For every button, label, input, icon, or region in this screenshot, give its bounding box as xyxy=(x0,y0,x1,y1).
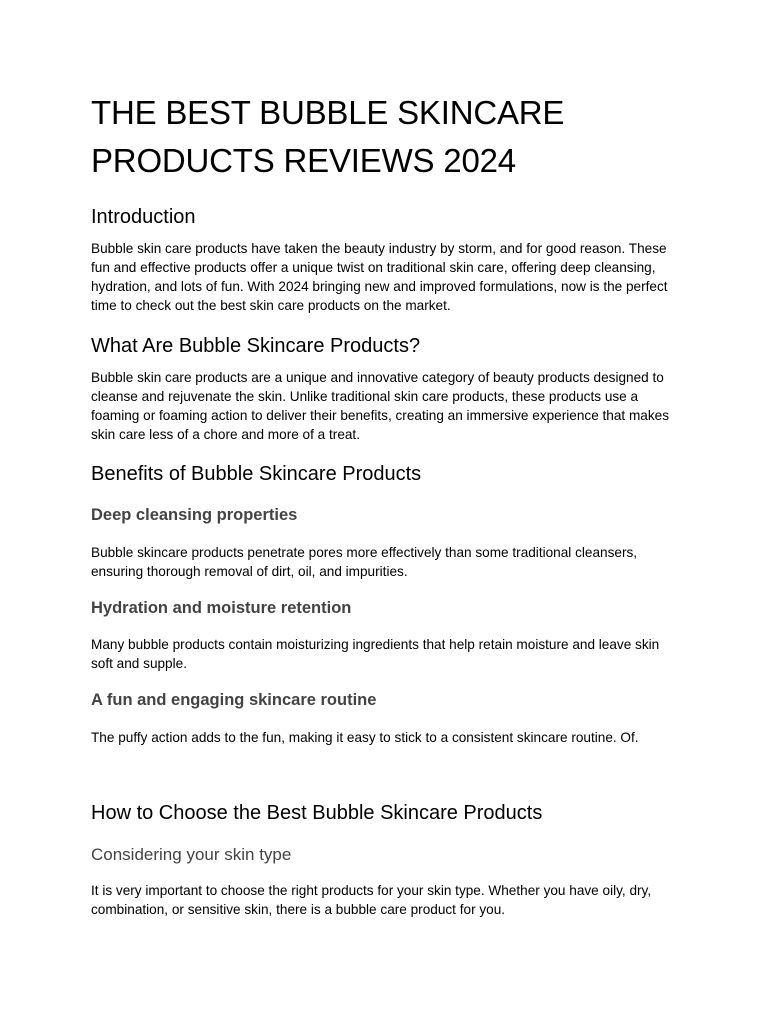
benefit-paragraph-hydration: Many bubble products contain moisturizing ingredients that help retain moisture and leave skin soft and supple. xyxy=(91,637,660,671)
benefit-paragraph-fun-routine: The puffy action adds to the fun, making it easy to stick to a consistent skincare routine. Of. xyxy=(91,730,639,745)
benefit-paragraph-deep-cleansing: Bubble skincare products penetrate pores more effectively than some traditional cleansers, ensuring thorough removal of dirt, oil, and impurities. xyxy=(91,545,638,579)
benefit-heading-hydration: Hydration and moisture retention xyxy=(91,599,352,617)
how-to-choose-heading: How to Choose the Best Bubble Skincare Products xyxy=(91,802,543,824)
benefit-heading-deep-cleansing: Deep cleansing properties xyxy=(91,506,298,524)
what-are-paragraph: Bubble skin care products are a unique and innovative category of beauty products designed to cleanse and rejuvenate the skin. Unlike traditional skin care products, these products use a foaming or foaming action to deliver their benefits, creating an immersive experience that makes skin care less of a chore and more of a treat. xyxy=(91,370,670,442)
skin-type-subheading: Considering your skin type xyxy=(91,845,292,864)
benefits-heading: Benefits of Bubble Skincare Products xyxy=(91,463,422,485)
introduction-heading: Introduction xyxy=(91,206,196,228)
what-are-heading: What Are Bubble Skincare Products? xyxy=(91,335,421,357)
benefit-heading-fun-routine: A fun and engaging skincare routine xyxy=(91,691,377,709)
skin-type-paragraph: It is very important to choose the right products for your skin type. Whether you have oily, dry, combination, or sensitive skin, there is a bubble care product for you. xyxy=(91,883,652,917)
page-title: THE BEST BUBBLE SKINCARE PRODUCTS REVIEWS 2024 xyxy=(91,94,565,179)
introduction-paragraph: Bubble skin care products have taken the beauty industry by storm, and for good reason. These fun and effective products offer a unique twist on traditional skin care, offering deep cleansing, hydration, and lots of fun. With 2024 bringing new and improved formulations, now is the perfect time to check out the best skin care products on the market. xyxy=(91,241,668,313)
